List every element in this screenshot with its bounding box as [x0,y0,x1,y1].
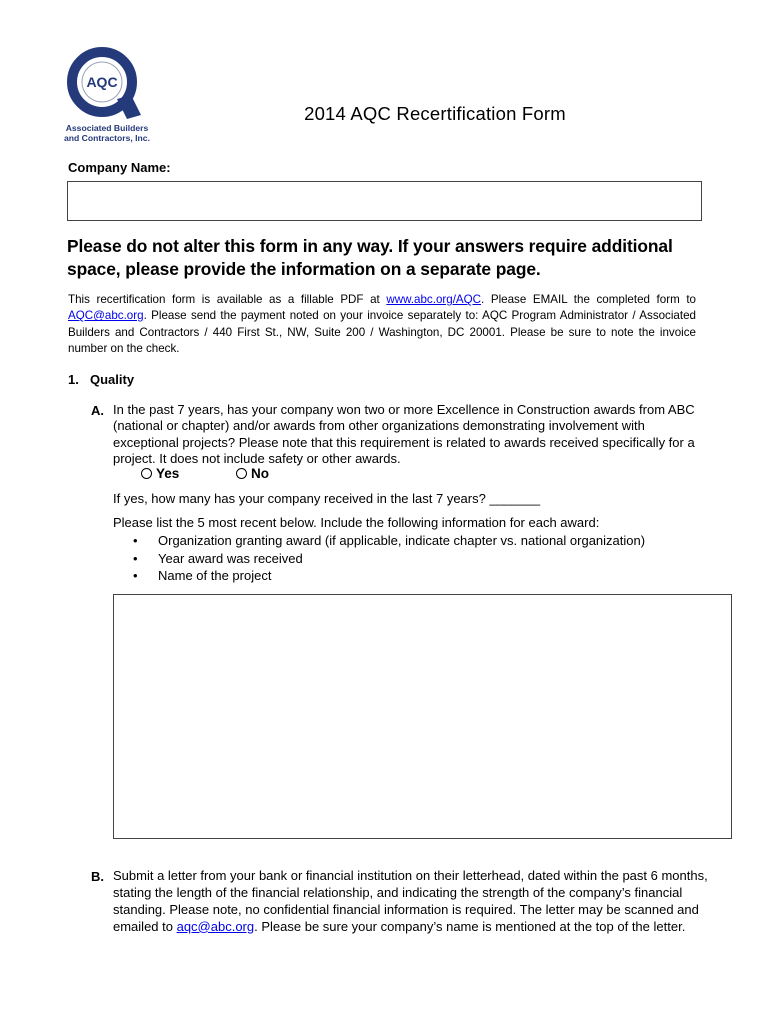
logo-caption-line2: and Contractors, Inc. [64,132,150,143]
bank-letter-email-link[interactable]: aqc@abc.org [176,918,255,934]
award-count-question: If yes, how many has your company received in the last 7 years? _______ [113,491,541,506]
award-list-intro: Please list the 5 most recent below. Include the following information for each award: [113,515,600,530]
list-item: • Organization granting award (if applicable, indicate chapter vs. national organization) [113,532,645,550]
aqc-logo [62,44,152,144]
aqc-logo-mark [62,44,152,124]
intro-paragraph [68,292,696,357]
item-a-letter: A. [91,403,104,418]
intro-text-part1: This recertification form is available as a fillable PDF at [68,293,387,306]
logo-caption [62,124,152,143]
item-a-question: In the past 7 years, has your company won two or more Excellence in Construction awards from ABC (national or chapter) and/or awards from other organizations demonstrating involvement with exceptional projects? Please note that this requirement is related to awards received specifically for a project. It does not include safety or other awards. [113,402,695,466]
warning-line2: space, please provide the information on a separate page. [67,259,541,279]
no-radio-option[interactable] [236,466,269,481]
yes-radio-option[interactable] [141,466,179,481]
company-name-field[interactable] [67,181,702,221]
section-title: Quality [90,372,135,387]
section-number: 1. [68,372,79,387]
aqc-email-link[interactable]: AQC@abc.org [68,309,144,323]
award-info-list [113,532,645,585]
yes-radio-button[interactable] [141,468,152,479]
list-item: • Year award was received [113,550,645,568]
intro-text-part3: . Please send the payment noted on your invoice separately to: AQC Program Administrator / Associated Builders and Contractors / 440 First St., NW, Suite 200 / Washington, DC 20001. Please be sure to note the invoice number on the check. [68,309,696,355]
item-b-text-part1: Submit a letter from your bank or financial institution on their letterhead, dated within the past 6 months, stating the length of the financial relationship, and indicating the strength of the company’s financial standing. Please note, no confidential financial information is required. The letter may be scanned and emailed to [113,868,708,934]
awards-text-area[interactable] [113,594,732,839]
intro-text-part2: . Please EMAIL the completed form to [481,293,696,306]
section-heading-quality [68,372,134,387]
no-radio-button[interactable] [236,468,247,479]
page-title: 2014 AQC Recertification Form [304,103,566,124]
item-b-instructions [113,868,713,936]
warning-line1: Please do not alter this form in any way. If your answers require additional [67,236,673,256]
item-b-text-part2: . Please be sure your company’s name is mentioned at the top of the letter. [254,918,686,934]
warning-notice [67,235,707,281]
item-b-letter: B. [91,869,104,884]
no-radio-label: No [251,466,269,481]
list-item: • Name of the project [113,567,645,585]
logo-mark-text: AQC [86,74,118,90]
company-name-label: Company Name: [68,160,171,175]
pdf-link[interactable]: www.abc.org/AQC [386,293,482,306]
logo-caption-line1: Associated Builders [65,123,149,133]
yes-radio-label: Yes [156,466,180,481]
